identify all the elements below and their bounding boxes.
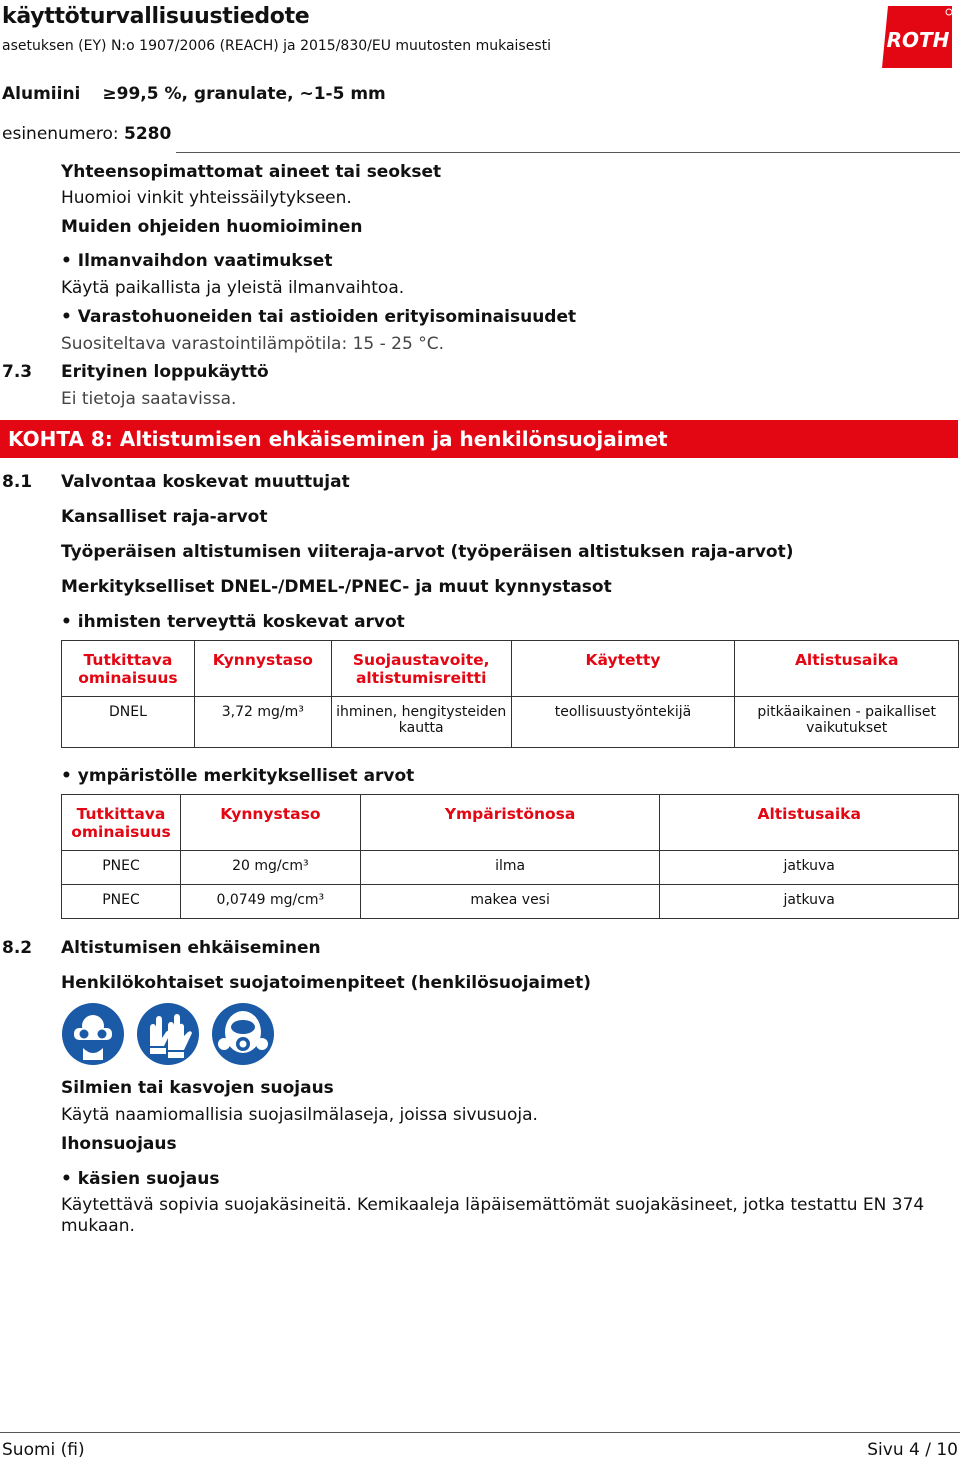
health-values-bullet: • ihmisten terveyttä koskevat arvot bbox=[61, 612, 405, 633]
table-header-cell: Altistusaika bbox=[735, 641, 959, 697]
section-7-3-title: Erityinen loppukäyttö bbox=[61, 362, 269, 382]
ventilation-heading: • Ilmanvaihdon vaatimukset bbox=[61, 251, 332, 272]
section-7-3-number: 7.3 bbox=[2, 362, 33, 382]
table-header-row bbox=[62, 641, 959, 697]
eye-protection-text: Käytä naamiomallisia suojasilmälaseja, joissa sivusuoja. bbox=[61, 1105, 538, 1125]
article-label: esinenumero: bbox=[2, 124, 119, 144]
table-cell: PNEC bbox=[62, 885, 181, 919]
article-value: 5280 bbox=[124, 124, 172, 144]
svg-text:ROTH: ROTH bbox=[886, 28, 950, 52]
footer-divider bbox=[0, 1432, 960, 1433]
table-cell: 20 mg/cm³ bbox=[180, 851, 360, 885]
hand-protection-text: Käytettävä sopivia suojakäsineitä. Kemikaaleja läpäisemättömät suojakäsineet, jotka testattu EN 374 bbox=[61, 1195, 925, 1215]
table-cell: teollisuustyöntekijä bbox=[511, 697, 735, 748]
document-subtitle: asetuksen (EY) N:o 1907/2006 (REACH) ja 2015/830/EU muutosten mukaisesti bbox=[2, 38, 551, 54]
health-values-table bbox=[61, 640, 959, 748]
incompat-heading: Yhteensopimattomat aineet tai seokset bbox=[61, 162, 442, 182]
table-row bbox=[62, 851, 959, 885]
table-header-cell: Kynnystaso bbox=[180, 795, 360, 851]
table-header-cell: Ympäristönosa bbox=[360, 795, 660, 851]
product-purity: ≥99,5 %, granulate, ~1-5 mm bbox=[102, 84, 386, 104]
eye-protection-icon bbox=[61, 1002, 125, 1066]
table-cell: jatkuva bbox=[660, 851, 959, 885]
environment-values-table bbox=[61, 794, 959, 919]
table-cell: DNEL bbox=[62, 697, 195, 748]
section-8-2-title: Altistumisen ehkäiseminen bbox=[61, 938, 321, 958]
other-instructions-heading: Muiden ohjeiden huomioiminen bbox=[61, 217, 363, 237]
storage-text: Suositeltava varastointilämpötila: 15 - 25 °C. bbox=[61, 334, 444, 354]
section-8-1-number: 8.1 bbox=[2, 472, 33, 492]
table-header-cell: Tutkittava ominaisuus bbox=[62, 641, 195, 697]
skin-protection-heading: Ihonsuojaus bbox=[61, 1134, 177, 1154]
relevant-levels-heading: Merkitykselliset DNEL-/DMEL-/PNEC- ja muut kynnystasot bbox=[61, 577, 612, 597]
environment-values-bullet: • ympäristölle merkitykselliset arvot bbox=[61, 766, 414, 787]
hand-protection-text-cont: mukaan. bbox=[61, 1216, 135, 1236]
ventilation-text: Käytä paikallista ja yleistä ilmanvaihtoa. bbox=[61, 278, 405, 298]
occupational-limits-heading: Työperäisen altistumisen viiteraja-arvot (työperäisen altistuksen raja-arvot) bbox=[61, 542, 794, 562]
article-number bbox=[2, 124, 171, 144]
national-limits-heading: Kansalliset raja-arvot bbox=[61, 507, 268, 527]
section-8-header-bar bbox=[0, 420, 958, 458]
section-8-title: KOHTA 8: Altistumisen ehkäiseminen ja henkilönsuojaimet bbox=[8, 427, 668, 451]
ppe-pictograms bbox=[61, 1002, 281, 1070]
storage-heading: • Varastohuoneiden tai astioiden erityisominaisuudet bbox=[61, 307, 576, 328]
footer-language: Suomi (fi) bbox=[2, 1440, 85, 1460]
table-cell: jatkuva bbox=[660, 885, 959, 919]
table-header-row bbox=[62, 795, 959, 851]
eye-protection-heading: Silmien tai kasvojen suojaus bbox=[61, 1078, 334, 1098]
table-header-cell: Kynnystaso bbox=[194, 641, 331, 697]
hand-protection-bullet: • käsien suojaus bbox=[61, 1169, 220, 1190]
product-name-text: Alumiini bbox=[2, 84, 81, 104]
footer-page-number: Sivu 4 / 10 bbox=[867, 1440, 958, 1460]
table-header-cell: Suojaustavoite, altistumisreitti bbox=[331, 641, 511, 697]
table-cell: pitkäaikainen - paikalliset vaikutukset bbox=[735, 697, 959, 748]
respirator-icon bbox=[211, 1002, 275, 1066]
section-8-2-number: 8.2 bbox=[2, 938, 33, 958]
document-title: käyttöturvallisuustiedote bbox=[2, 4, 310, 29]
table-header-cell: Tutkittava ominaisuus bbox=[62, 795, 181, 851]
table-cell: 3,72 mg/m³ bbox=[194, 697, 331, 748]
table-cell: ihminen, hengitysteiden kautta bbox=[331, 697, 511, 748]
section-7-3-text: Ei tietoja saatavissa. bbox=[61, 389, 237, 409]
incompat-text: Huomioi vinkit yhteissäilytykseen. bbox=[61, 188, 352, 208]
table-row bbox=[62, 697, 959, 748]
table-header-cell: Käytetty bbox=[511, 641, 735, 697]
section-8-1-title: Valvontaa koskevat muuttujat bbox=[61, 472, 350, 492]
gloves-icon bbox=[136, 1002, 200, 1066]
table-cell: 0,0749 mg/cm³ bbox=[180, 885, 360, 919]
roth-logo bbox=[878, 2, 956, 72]
header-divider bbox=[176, 152, 960, 153]
ppe-heading: Henkilökohtaiset suojatoimenpiteet (henkilösuojaimet) bbox=[61, 973, 591, 993]
table-row bbox=[62, 885, 959, 919]
table-cell: PNEC bbox=[62, 851, 181, 885]
table-cell: makea vesi bbox=[360, 885, 660, 919]
table-cell: ilma bbox=[360, 851, 660, 885]
table-header-cell: Altistusaika bbox=[660, 795, 959, 851]
product-name bbox=[2, 84, 386, 104]
